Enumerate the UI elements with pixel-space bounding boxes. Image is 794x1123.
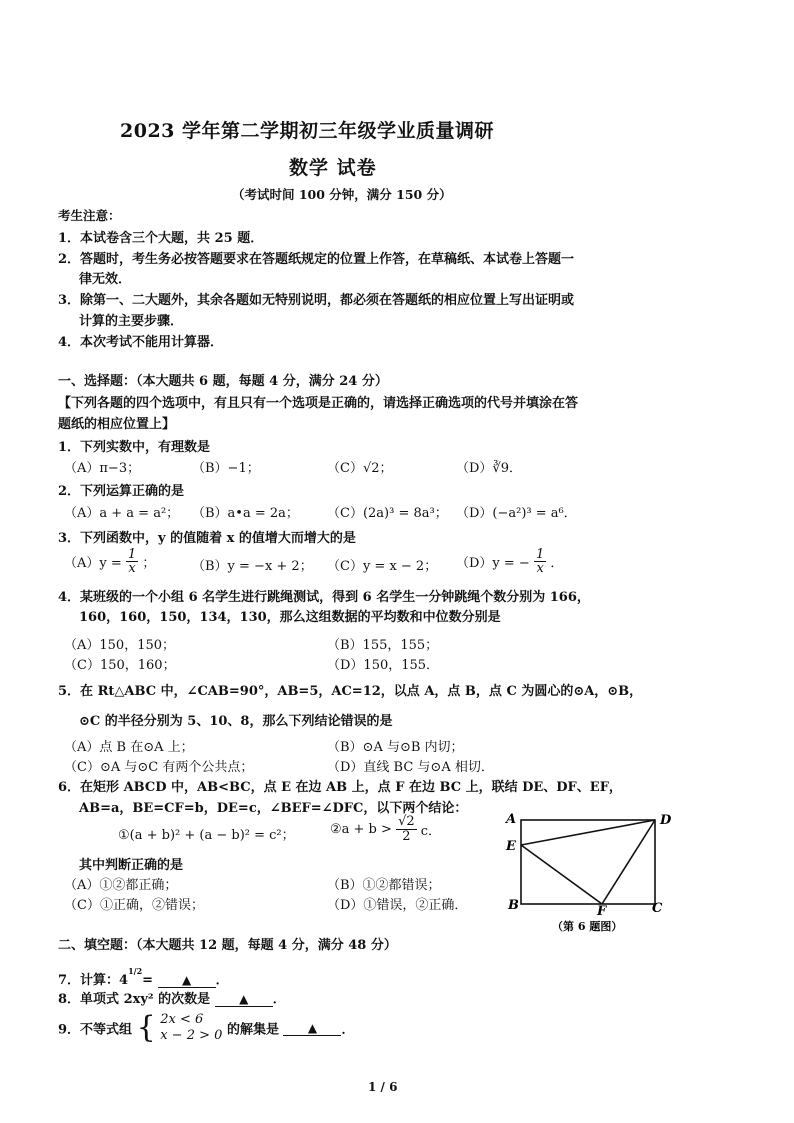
section1-instruction-2: 题纸的相应位置上】 [58, 417, 176, 432]
q8-prefix: 8．单项式 2xy² 的次数是 [58, 992, 211, 1007]
q3-option-a-prefix: （A）y = [64, 556, 122, 571]
q3-option-a [64, 548, 155, 575]
q6-figure-segment-df [602, 820, 655, 904]
q6-conclusion-2-suffix: c． [420, 824, 442, 839]
q6-option-b: （B）①②都错误； [327, 878, 441, 893]
q3-option-a-fraction [126, 548, 138, 575]
q6-option-a: （A）①②都正确； [64, 878, 178, 893]
q5-option-c: （C）⊙A 与⊙C 有两个公共点； [64, 760, 254, 775]
q6-figure-caption: （第 6 题图） [552, 920, 623, 933]
q3-option-d-prefix: （D）y = − [456, 556, 530, 571]
q8 [58, 988, 286, 1007]
q6-option-c: （C）①正确，②错误； [64, 898, 204, 913]
q3-option-d-fraction [534, 548, 546, 575]
notice-item-2-cont: 律无效． [79, 272, 132, 287]
page-number: 1 / 6 [368, 1080, 398, 1094]
q1-option-d: （D）∛9． [456, 461, 522, 476]
section1-instruction-1: 【下列各题的四个选项中，有且只有一个选项是正确的，请选择正确选项的代号并填涂在答 [58, 396, 579, 411]
q4-stem-line2: 160，160，150，134，130，那么这组数据的平均数和中位数分别是 [79, 610, 501, 625]
q1-stem: 1．下列实数中，有理数是 [58, 440, 211, 455]
q5-stem-line1: 5．在 Rt△ABC 中，∠CAB=90°，AB=5，AC=12，以点 A，点 B，点 C 为圆心的⊙A，⊙B， [58, 684, 643, 699]
section2-heading: 二、填空题：（本大题共 12 题，每题 4 分，满分 48 分） [58, 938, 397, 953]
q5-option-d: （D）直线 BC 与⊙A 相切． [327, 760, 494, 775]
q3-option-d-suffix: ． [550, 556, 564, 571]
q6-conclusion-2-prefix: ②a + b > [330, 822, 392, 837]
q6-option-d: （D）①错误，②正确． [327, 898, 468, 913]
q3-option-a-numerator: 1 [127, 547, 137, 562]
exam-title: 2023 学年第二学期初三年级学业质量调研 [120, 120, 494, 142]
q1-option-b: （B）−1； [192, 461, 260, 476]
q7 [58, 966, 229, 988]
q6-figure-label-c: C [652, 901, 663, 916]
q7-equals: = [142, 973, 154, 988]
q9-period: ． [341, 1022, 355, 1038]
q6-conclusion-2 [330, 815, 441, 844]
q7-exponent: 1/2 [128, 966, 143, 976]
q6-figure-segment-de [521, 820, 655, 845]
q4-stem-line1: 4．某班级的一个小组 6 名学生进行跳绳测试，得到 6 名学生一分钟跳绳个数分别为 166， [58, 590, 590, 605]
q9-system-brace: { [136, 1010, 156, 1045]
q2-option-c: （C）(2a)³ = 8a³； [327, 506, 448, 521]
q2-option-d: （D）(−a²)³ = a⁶． [456, 506, 577, 521]
q5-stem-line2: ⊙C 的半径分别为 5、10、8，那么下列结论错误的是 [79, 714, 393, 729]
notice-heading: 考生注意： [58, 208, 121, 223]
q6-stem-line1: 6．在矩形 ABCD 中，AB<BC，点 E 在边 AB 上，点 F 在边 BC 上，联结 DE、DF、EF， [58, 780, 622, 795]
exam-subtitle: 数学 试卷 [289, 157, 377, 179]
q6-stem-line2: AB=a，BE=CF=b，DE=c，∠BEF=∠DFC，以下两个结论： [79, 801, 468, 816]
q9-suffix: 的解集是 [226, 1022, 279, 1038]
q9-inequality-1: 2x < 6 [160, 1012, 204, 1027]
q3-option-a-denominator: x [128, 561, 136, 576]
q6-figure-label-f: F [597, 904, 607, 919]
q6-conclusion-2-numerator: √2 [398, 814, 415, 829]
q6-conclusion-1: ①(a + b)² + (a − b)² = c²； [118, 828, 295, 843]
q5-option-a: （A）点 B 在⊙A 上； [64, 740, 194, 755]
q9 [58, 1012, 355, 1044]
notice-item-1: 1．本试卷含三个大题，共 25 题． [58, 231, 264, 246]
q1-option-a: （A）π−3； [64, 461, 141, 476]
q2-option-b: （B）a•a = 2a； [192, 506, 299, 521]
q4-option-d: （D）150，155． [327, 658, 440, 673]
q6-conclusion-2-denominator: 2 [402, 829, 411, 844]
q3-option-d [456, 548, 563, 575]
q6-figure-segment-ef [521, 845, 602, 904]
q8-period: ． [272, 992, 286, 1007]
q3-option-a-suffix: ； [142, 556, 156, 571]
q6-figure-label-a: A [506, 812, 517, 827]
q7-answer-blank[interactable]: ▲ [158, 973, 216, 988]
q5-option-b: （B）⊙A 与⊙B 内切； [327, 740, 464, 755]
q7-period: ． [215, 973, 229, 988]
q4-option-c: （C）150，160； [64, 658, 176, 673]
q6-figure-label-d: D [660, 813, 672, 828]
q2-option-a: （A）a + a = a²； [64, 506, 180, 521]
notice-item-2: 2．答题时，考生务必按答题要求在答题纸规定的位置上作答，在草稿纸、本试卷上答题一 [58, 252, 575, 267]
q3-option-d-numerator: 1 [535, 547, 545, 562]
q6-figure-label-e: E [506, 839, 516, 854]
q2-stem: 2．下列运算正确的是 [58, 484, 185, 499]
q3-option-b: （B）y = −x + 2； [192, 559, 313, 574]
section1-heading: 一、选择题：（本大题共 6 题，每题 4 分，满分 24 分） [58, 374, 388, 389]
q3-option-c: （C）y = x − 2； [327, 559, 438, 574]
q3-stem: 3．下列函数中，y 的值随着 x 的值增大而增大的是 [58, 531, 356, 546]
q6-conclusion-2-fraction [396, 815, 417, 844]
q4-option-b: （B）155，155； [327, 638, 439, 653]
notice-item-3: 3．除第一、二大题外，其余各题如无特别说明，都必须在答题纸的相应位置上写出证明或 [58, 293, 575, 308]
q6-figure-label-b: B [508, 898, 519, 913]
q6-judge: 其中判断正确的是 [79, 858, 184, 873]
q7-prefix: 7．计算：4 [58, 973, 129, 988]
q4-option-a: （A）150，150； [64, 638, 176, 653]
q1-option-c: （C）√2； [327, 461, 393, 476]
q3-option-d-denominator: x [536, 561, 544, 576]
q8-answer-blank[interactable]: ▲ [215, 992, 273, 1007]
notice-item-3-cont: 计算的主要步骤． [79, 314, 184, 329]
q9-inequality-2: x − 2 > 0 [160, 1028, 223, 1043]
exam-info: （考试时间 100 分钟，满分 150 分） [232, 187, 452, 202]
q9-system [160, 1012, 222, 1044]
q9-answer-blank[interactable]: ▲ [283, 1021, 341, 1036]
q9-prefix: 9．不等式组 [58, 1022, 133, 1038]
q6-figure [500, 808, 680, 938]
notice-item-4: 4．本次考试不能用计算器． [58, 335, 224, 350]
